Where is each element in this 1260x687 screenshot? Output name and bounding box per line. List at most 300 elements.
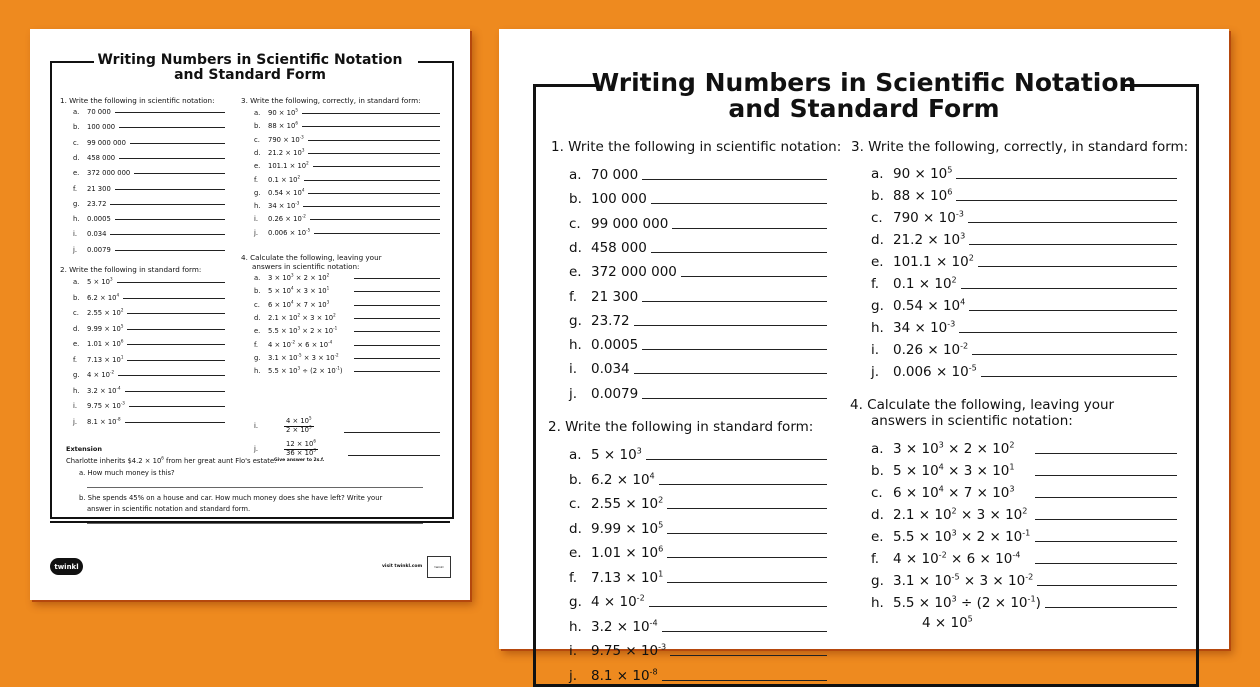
item-label: a. — [871, 166, 884, 182]
list-item — [871, 338, 1177, 358]
answer-line[interactable] — [125, 422, 225, 423]
item-expression: $5.5 \times 10^3 \times 2 \times 10^{-1}$ — [268, 325, 338, 336]
answer-line[interactable] — [354, 291, 440, 292]
item-label: i. — [569, 643, 578, 659]
answer-line[interactable] — [956, 200, 1177, 201]
question-4-heading: 4. Calculate the following, leaving your answers in scientific notation: — [850, 397, 1115, 429]
fraction-note: Give answer to 2s.f. — [274, 458, 325, 463]
list-item — [73, 307, 225, 317]
fraction-numerator: $12 \times 10^6$ — [286, 439, 316, 449]
list-item — [569, 517, 827, 537]
item-label: d. — [871, 507, 884, 523]
answer-line[interactable] — [354, 318, 440, 319]
list-item — [871, 206, 1177, 226]
item-expression: $0.006 \times 10^{-5}$ — [893, 362, 977, 380]
item-label: i. — [871, 342, 880, 358]
list-item — [871, 228, 1177, 248]
answer-line[interactable] — [1035, 453, 1177, 454]
item-label: c. — [871, 485, 883, 501]
item-label: c. — [569, 496, 581, 512]
item-expression: $3 \times 10^3 \times 2 \times 10^2$ — [893, 439, 1015, 457]
answer-line[interactable] — [642, 398, 827, 399]
answer-line[interactable] — [1045, 607, 1177, 608]
answer-line[interactable] — [110, 234, 225, 235]
answer-line[interactable] — [969, 244, 1177, 245]
item-expression: $90 \times 10^5$ — [893, 164, 953, 182]
answer-line[interactable] — [344, 432, 440, 433]
item-label: f. — [73, 184, 78, 193]
answer-line[interactable] — [649, 606, 827, 607]
answer-line[interactable] — [646, 459, 827, 460]
list-item — [569, 492, 827, 512]
answer-line[interactable] — [308, 140, 440, 141]
question-4-heading: 4. Calculate the following, leaving your answers in scientific notation: — [241, 253, 382, 271]
item-label: e. — [569, 264, 582, 281]
item-label: b. — [254, 122, 261, 131]
answer-line[interactable] — [354, 358, 440, 359]
answer-line[interactable] — [978, 266, 1177, 267]
list-item — [254, 439, 440, 459]
item-label: c. — [569, 215, 581, 232]
list-item — [569, 382, 827, 402]
answer-line[interactable] — [667, 508, 827, 509]
item-label: g. — [569, 594, 582, 610]
list-item — [73, 106, 225, 116]
answer-line[interactable] — [354, 305, 440, 306]
item-expression: $8.1 \times 10^{-8}$ — [87, 416, 121, 426]
item-expression: 0.0079 — [591, 385, 639, 402]
list-item — [569, 285, 827, 305]
question-1-heading: 1. Write the following in scientific notation: — [60, 96, 215, 105]
list-item — [569, 357, 827, 377]
answer-line[interactable] — [117, 282, 225, 283]
answer-line[interactable] — [129, 406, 225, 407]
item-expression: $2.1 \times 10^2 \times 3 \times 10^2$ — [893, 505, 1028, 523]
list-item — [569, 590, 827, 610]
list-item — [569, 236, 827, 256]
item-label: c. — [871, 210, 883, 226]
item-label: f. — [871, 551, 880, 567]
question-3-heading: 3. Write the following, correctly, in standard form: — [851, 139, 1189, 155]
item-expression: $1.01 \times 10^6$ — [87, 338, 124, 348]
question-2-heading: 2. Write the following in standard form: — [548, 419, 814, 435]
item-expression: $34 \times 10^{-3}$ — [893, 318, 956, 336]
item-expression: $2.55 \times 10^2$ — [591, 494, 664, 512]
item-label: a. — [569, 447, 582, 463]
item-label: h. — [73, 215, 80, 224]
item-expression: 23.72 — [87, 199, 107, 208]
answer-line[interactable] — [115, 219, 225, 220]
item-expression: $5 \times 10^4 \times 3 \times 10^1$ — [268, 286, 330, 296]
item-expression: $790 \times 10^{-3}$ — [268, 134, 304, 144]
item-expression: 99 000 000 — [87, 138, 126, 147]
item-label: e. — [73, 169, 80, 178]
list-item — [871, 360, 1177, 380]
item-label: g. — [254, 353, 261, 362]
answer-line[interactable] — [119, 127, 225, 128]
item-label: e. — [254, 162, 261, 171]
item-label: a. — [73, 108, 80, 116]
list-item — [73, 121, 225, 131]
list-item — [254, 227, 440, 237]
item-label: j. — [569, 667, 578, 684]
answer-line[interactable] — [308, 153, 440, 154]
item-label: h. — [569, 618, 582, 635]
item-label: c. — [254, 300, 260, 309]
list-item — [254, 120, 440, 130]
list-item — [254, 213, 440, 223]
list-item — [569, 443, 827, 463]
item-label: e. — [73, 340, 80, 348]
list-item — [871, 459, 1177, 479]
item-expression: $0.26 \times 10^{-2}$ — [268, 214, 306, 224]
item-expression: $3.2 \times 10^{-4}$ — [87, 385, 121, 395]
list-item — [871, 503, 1177, 523]
item-expression: 70 000 — [87, 108, 111, 116]
item-expression: $9.99 \times 10^5$ — [591, 519, 664, 537]
item-label: h. — [73, 386, 80, 395]
list-item — [73, 323, 225, 333]
item-label: b. — [73, 293, 80, 302]
item-label: j. — [871, 364, 880, 380]
list-item — [569, 309, 827, 329]
item-label: b. — [73, 123, 80, 132]
visit-twinkl-link[interactable]: visit twinkl.com — [382, 564, 423, 569]
item-expression: $7.13 \times 10^1$ — [87, 354, 124, 364]
answer-line[interactable] — [1035, 475, 1177, 476]
item-label: j. — [73, 417, 78, 426]
item-label: d. — [254, 313, 261, 322]
list-item — [254, 285, 440, 295]
answer-line[interactable] — [981, 376, 1177, 377]
item-label: b. — [569, 191, 582, 208]
list-item — [871, 316, 1177, 336]
list-item — [254, 134, 440, 144]
answer-line[interactable] — [110, 204, 225, 205]
item-expression: $0.26 \times 10^{-2}$ — [893, 340, 969, 358]
answer-line[interactable] — [670, 655, 827, 656]
item-label: e. — [569, 545, 582, 561]
list-item — [254, 160, 440, 170]
item-label: i. — [73, 230, 78, 239]
worksheet-page — [499, 29, 1229, 684]
answer-line[interactable] — [961, 288, 1177, 289]
answer-line[interactable] — [115, 250, 225, 251]
answer-line[interactable] — [87, 487, 423, 488]
answer-line[interactable] — [672, 228, 827, 229]
item-expression: $5 \times 10^3$ — [87, 276, 113, 286]
item-expression: 0.0005 — [591, 337, 639, 354]
item-expression: 70 000 — [591, 167, 639, 183]
list-item — [569, 468, 827, 488]
list-item — [254, 272, 440, 282]
item-label: a. — [73, 278, 80, 286]
answer-line[interactable] — [1037, 585, 1177, 586]
answer-line[interactable] — [304, 180, 440, 181]
list-item — [871, 569, 1177, 589]
question-1-heading: 1. Write the following in scientific notation: — [551, 139, 842, 155]
item-expression: $90 \times 10^5$ — [268, 107, 298, 117]
list-item — [73, 338, 225, 348]
answer-line[interactable] — [313, 166, 440, 167]
list-item — [254, 200, 440, 210]
answer-line[interactable] — [642, 301, 827, 302]
answer-line[interactable] — [127, 313, 225, 314]
answer-line[interactable] — [667, 582, 827, 583]
item-label: e. — [871, 529, 884, 545]
list-item — [73, 198, 225, 208]
list-item — [569, 541, 827, 561]
answer-line[interactable] — [956, 178, 1177, 179]
list-item — [254, 365, 440, 375]
list-item — [73, 167, 225, 177]
item-expression: 21 300 — [87, 184, 111, 193]
fraction-denominator: $36 \times 10^3$ — [286, 447, 316, 457]
list-item — [871, 250, 1177, 270]
item-expression: $101.1 \times 10^2$ — [268, 160, 309, 171]
item-label: j. — [73, 245, 78, 254]
item-expression: $6 \times 10^4 \times 7 \times 10^3$ — [268, 299, 330, 309]
extension-part-a: a. How much money is this? — [79, 469, 175, 477]
list-item — [871, 162, 1177, 182]
answer-line[interactable] — [642, 349, 827, 350]
item-expression: $2.1 \times 10^2 \times 3 \times 10^2$ — [268, 312, 336, 322]
twinkl-logo: twinkl — [50, 558, 83, 575]
list-item — [569, 333, 827, 353]
item-label: i. — [569, 361, 578, 378]
item-expression: 458 000 — [87, 153, 116, 162]
list-item — [254, 416, 440, 436]
item-label: g. — [254, 188, 261, 197]
item-expression: $34 \times 10^{-3}$ — [268, 200, 300, 211]
answer-line[interactable] — [354, 331, 440, 332]
item-expression: $9.99 \times 10^5$ — [87, 323, 124, 333]
list-item — [569, 615, 827, 635]
item-expression: 458 000 — [591, 239, 647, 256]
item-expression: $5.5 \times 10^3 \times 2 \times 10^{-1}$ — [893, 527, 1031, 545]
item-label: d. — [569, 239, 582, 256]
answer-line[interactable] — [127, 329, 225, 330]
answer-line[interactable] — [1035, 563, 1177, 564]
item-expression: $7.13 \times 10^1$ — [591, 568, 664, 586]
item-expression: 21 300 — [591, 288, 639, 305]
answer-line[interactable] — [968, 222, 1177, 223]
answer-line[interactable] — [1035, 541, 1177, 542]
item-label: e. — [254, 327, 261, 336]
answer-line[interactable] — [667, 533, 827, 534]
item-expression: $4 \times 10^{-2}$ — [87, 369, 115, 379]
item-label: d. — [73, 153, 80, 162]
answer-line[interactable] — [87, 523, 423, 524]
answer-line[interactable] — [651, 252, 827, 253]
answer-line[interactable] — [354, 278, 440, 279]
item-label: i. — [73, 402, 78, 410]
item-expression: $4 \times 10^{-2} \times 6 \times 10^{-4}$ — [268, 339, 333, 349]
fraction-denominator: $2 \times 10^3$ — [286, 424, 312, 434]
list-item — [73, 152, 225, 162]
answer-line[interactable] — [1035, 497, 1177, 498]
item-expression: $3.2 \times 10^{-4}$ — [591, 617, 658, 635]
answer-line[interactable] — [308, 193, 440, 194]
fraction-numerator: $4 \times 10^5$ — [286, 416, 312, 426]
item-label: j. — [254, 228, 259, 237]
extension-part-b: b. She spends 45% on a house and car. How much money does she have left? Write your answer in scientific notation and standard form. — [79, 494, 383, 513]
item-label: g. — [871, 573, 884, 589]
item-expression: $1.01 \times 10^6$ — [591, 543, 664, 561]
list-item — [73, 183, 225, 193]
list-item — [73, 354, 225, 364]
worksheet-thumbnail — [30, 29, 470, 600]
list-item — [73, 213, 225, 223]
list-item — [871, 437, 1177, 457]
item-expression: 0.0005 — [87, 215, 111, 224]
answer-line[interactable] — [972, 354, 1177, 355]
list-item — [73, 228, 225, 238]
item-label: d. — [569, 520, 582, 537]
answer-line[interactable] — [348, 455, 440, 456]
list-item — [254, 147, 440, 157]
item-expression: 0.0079 — [87, 245, 111, 254]
list-item — [569, 566, 827, 586]
answer-line[interactable] — [969, 310, 1177, 311]
answer-line[interactable] — [310, 219, 440, 220]
answer-line[interactable] — [1035, 519, 1177, 520]
item-expression: $21.2 \times 10^3$ — [893, 230, 966, 248]
answer-line[interactable] — [302, 126, 440, 127]
item-label: h. — [569, 337, 582, 354]
list-item — [73, 276, 225, 286]
item-label: d. — [73, 324, 80, 333]
list-item — [73, 137, 225, 147]
list-item — [871, 547, 1177, 567]
item-label: j. — [569, 385, 578, 402]
item-expression: 0.034 — [87, 230, 107, 239]
answer-line[interactable] — [662, 631, 827, 632]
answer-line[interactable] — [302, 113, 440, 114]
item-label: c. — [73, 138, 79, 147]
answer-line[interactable] — [130, 143, 225, 144]
list-item — [73, 292, 225, 302]
item-expression: 99 000 000 — [591, 215, 669, 232]
fraction-expression — [284, 418, 314, 433]
answer-line[interactable] — [354, 345, 440, 346]
list-item — [871, 184, 1177, 204]
worksheet-title: Writing Numbers in Scientific Notation and Standard Form — [97, 52, 403, 83]
item-label: b. — [569, 471, 582, 488]
answer-line[interactable] — [659, 484, 827, 485]
item-expression: $0.1 \times 10^2$ — [268, 174, 301, 184]
item-expression: $5.5 \times 10^3 \div (2 \times 10^{-1})$ — [893, 593, 1041, 611]
item-label: f. — [73, 355, 78, 364]
answer-line[interactable] — [667, 557, 827, 558]
item-label: c. — [73, 309, 79, 317]
list-item — [569, 639, 827, 659]
list-item — [73, 385, 225, 395]
fraction-i-numerator: $4 \times 10^5$ — [922, 613, 973, 631]
item-expression: $790 \times 10^{-3}$ — [893, 208, 964, 226]
item-expression: $3 \times 10^3 \times 2 \times 10^2$ — [268, 272, 330, 282]
answer-line[interactable] — [662, 680, 827, 681]
answer-line[interactable] — [118, 375, 225, 376]
answer-line[interactable] — [314, 233, 440, 234]
item-expression: $6.2 \times 10^4$ — [591, 470, 655, 488]
item-expression: $88 \times 10^6$ — [268, 121, 298, 131]
answer-line[interactable] — [125, 391, 225, 392]
item-expression: $0.54 \times 10^4$ — [268, 187, 305, 197]
item-expression: 100 000 — [87, 123, 116, 132]
item-expression: $0.1 \times 10^2$ — [893, 274, 957, 292]
item-label: i. — [254, 422, 259, 430]
answer-line[interactable] — [123, 298, 225, 299]
list-item — [73, 416, 225, 426]
list-item — [569, 187, 827, 207]
item-expression: $21.2 \times 10^3$ — [268, 147, 305, 157]
list-item — [254, 187, 440, 197]
footer-divider — [50, 521, 450, 523]
item-expression: 0.034 — [591, 361, 630, 378]
answer-line[interactable] — [634, 325, 827, 326]
item-label: g. — [73, 371, 80, 379]
item-expression: $0.54 \times 10^4$ — [893, 296, 966, 314]
item-label: b. — [871, 463, 884, 479]
item-expression: $8.1 \times 10^{-8}$ — [591, 666, 658, 684]
item-expression: $5 \times 10^3$ — [591, 445, 642, 463]
item-label: h. — [871, 320, 884, 336]
answer-line[interactable] — [651, 203, 827, 204]
item-label: a. — [254, 274, 261, 282]
answer-line[interactable] — [642, 179, 827, 180]
answer-line[interactable] — [127, 344, 225, 345]
answer-line[interactable] — [354, 371, 440, 372]
item-label: f. — [254, 340, 259, 349]
worksheet-title: Writing Numbers in Scientific Notation and Standard Form — [591, 68, 1137, 124]
question-2-heading: 2. Write the following in standard form: — [60, 265, 202, 274]
list-item — [73, 244, 225, 254]
item-label: j. — [254, 445, 259, 453]
item-label: h. — [871, 595, 884, 611]
list-item — [254, 299, 440, 309]
item-label: f. — [569, 569, 578, 586]
answer-line[interactable] — [115, 189, 225, 190]
item-expression: 23.72 — [591, 312, 630, 329]
list-item — [871, 294, 1177, 314]
answer-line[interactable] — [127, 360, 225, 361]
answer-line[interactable] — [634, 373, 827, 374]
item-label: g. — [569, 312, 582, 329]
list-item — [871, 272, 1177, 292]
item-label: b. — [871, 188, 884, 204]
answer-line[interactable] — [959, 332, 1177, 333]
item-label: d. — [254, 148, 261, 157]
item-label: a. — [254, 109, 261, 117]
answer-line[interactable] — [134, 173, 225, 174]
item-expression: $9.75 \times 10^{-3}$ — [87, 400, 125, 410]
item-label: h. — [254, 202, 261, 211]
answer-line[interactable] — [681, 276, 827, 277]
item-label: f. — [254, 175, 259, 184]
item-label: f. — [871, 276, 880, 292]
answer-line[interactable] — [119, 158, 225, 159]
item-expression: $4 \times 10^{-2}$ — [591, 592, 645, 610]
item-label: g. — [871, 298, 884, 314]
list-item — [871, 481, 1177, 501]
item-expression: $88 \times 10^6$ — [893, 186, 953, 204]
answer-line[interactable] — [115, 112, 225, 113]
item-label: e. — [871, 254, 884, 270]
item-label: g. — [73, 199, 80, 208]
answer-line[interactable] — [303, 206, 440, 207]
item-expression: $0.006 \times 10^{-5}$ — [268, 227, 311, 237]
